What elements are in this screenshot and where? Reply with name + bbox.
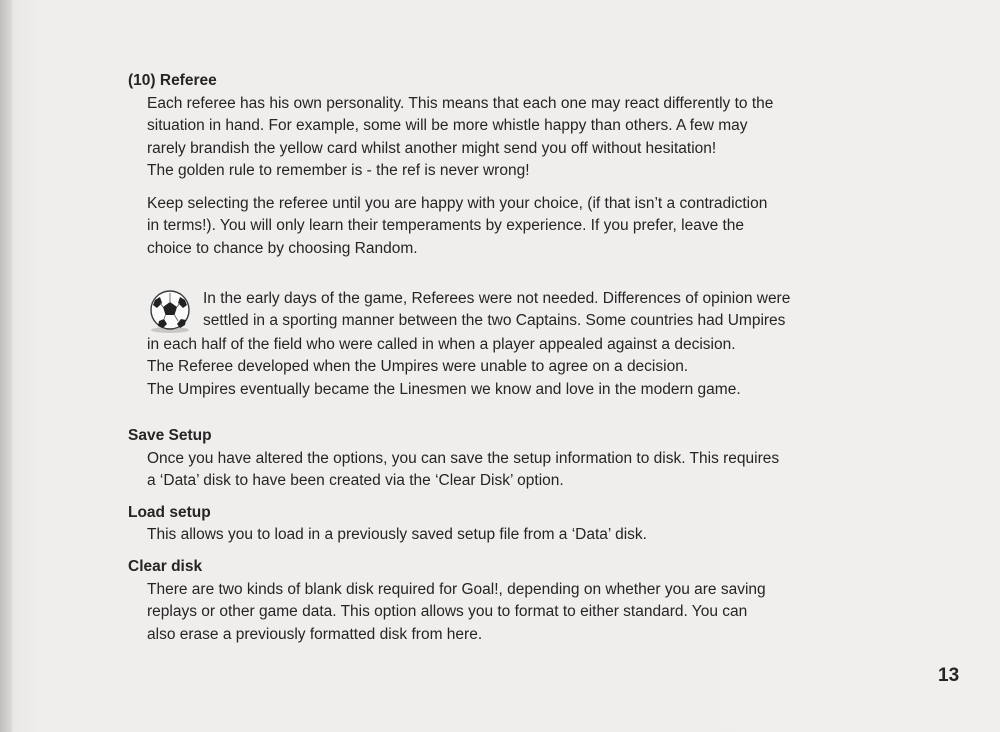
text-line: The Referee developed when the Umpires were unable to agree on a decision. — [147, 358, 689, 376]
text-line: In the early days of the game, Referees were not needed. Differences of opinion were — [203, 290, 791, 307]
clear-disk-paragraph — [147, 579, 847, 646]
history-note — [147, 288, 857, 401]
load-setup-heading: Load setup — [128, 504, 211, 521]
save-setup-paragraph — [147, 448, 847, 493]
text-line: situation in hand. For example, some will be more whistle happy than others. A few may — [147, 117, 748, 135]
save-setup-heading: Save Setup — [128, 427, 212, 444]
text-line: Once you have altered the options, you can save the setup information to disk. This requires — [147, 450, 780, 467]
text-line: settled in a sporting manner between the two Captains. Some countries had Umpires — [203, 312, 786, 330]
referee-paragraph-2 — [147, 193, 847, 260]
referee-paragraph-1 — [147, 93, 847, 182]
text-line: replays or other game data. This option allows you to format to either standard. You can — [147, 603, 748, 621]
text-line: The golden rule to remember is - the ref is never wrong! — [147, 161, 530, 179]
text-line: This allows you to load in a previously saved setup file from a ‘Data’ disk. — [147, 526, 647, 543]
text-line: in terms!). You will only learn their temperaments by experience. If you prefer, leave the — [147, 217, 745, 235]
clear-disk-heading: Clear disk — [128, 558, 203, 575]
text-line: Each referee has his own personality. This means that each one may react differently to the — [147, 95, 774, 112]
text-line: in each half of the field who were called in when a player appealed against a decision. — [147, 336, 736, 353]
text-line: rarely brandish the yellow card whilst another might send you off without hesitation! — [147, 139, 717, 157]
text-line: a ‘Data’ disk to have been created via the ‘Clear Disk’ option. — [147, 472, 564, 490]
page-number: 13 — [938, 665, 960, 686]
football-icon — [147, 288, 203, 334]
load-setup-paragraph — [147, 524, 847, 546]
text-line: Keep selecting the referee until you are happy with your choice, (if that isn’t a contradiction — [147, 195, 768, 212]
text-line: also erase a previously formatted disk from here. — [147, 625, 483, 643]
text-line: choice to chance by choosing Random. — [147, 239, 418, 257]
text-line: There are two kinds of blank disk required for Goal!, depending on whether you are saving — [147, 581, 766, 598]
text-line: The Umpires eventually became the Linesmen we know and love in the modern game. — [147, 380, 741, 398]
referee-heading: (10) Referee — [128, 72, 217, 89]
